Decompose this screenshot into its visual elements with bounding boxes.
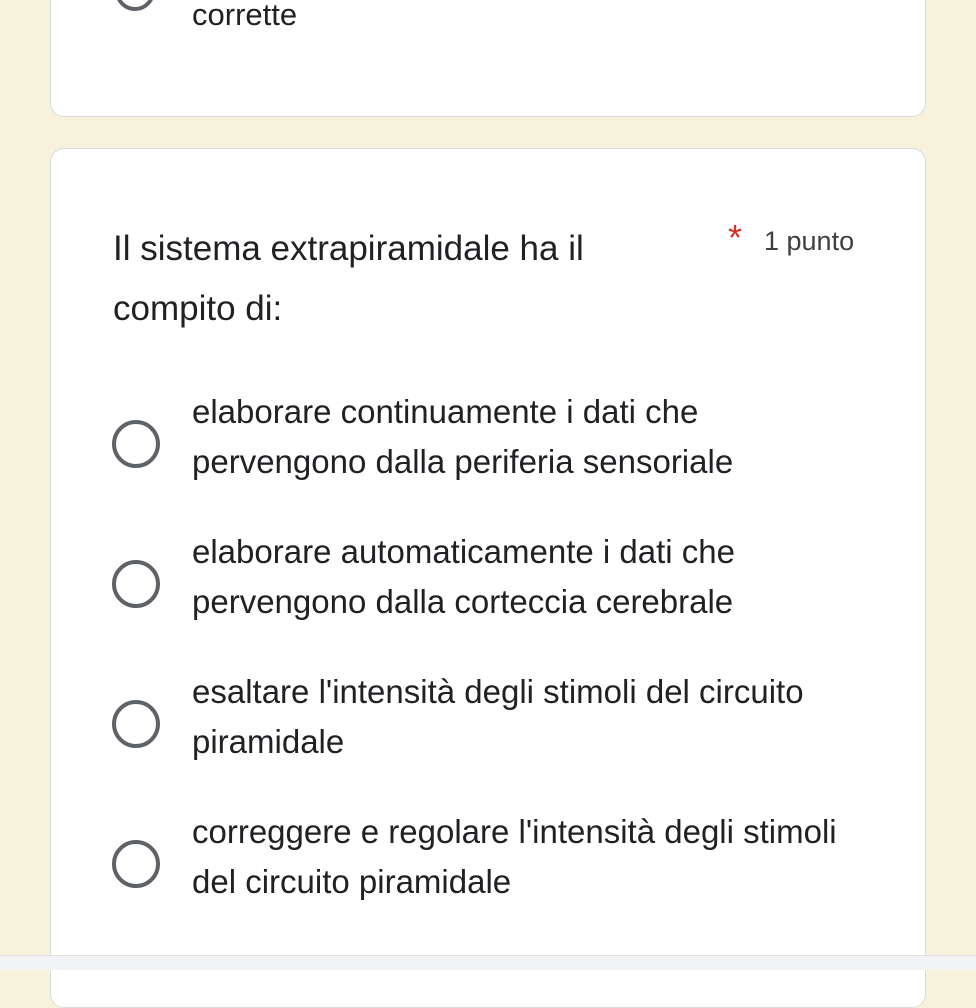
radio-button[interactable] — [112, 560, 160, 608]
points-label: 1 punto — [764, 226, 855, 256]
radio-button[interactable] — [112, 700, 160, 748]
option-3[interactable] — [109, 667, 869, 777]
previous-option-radio[interactable] — [115, 0, 155, 11]
previous-option-label: corrette — [192, 0, 298, 32]
option-label: correggere e regolare l'intensità degli stimoli del circuito piramidale — [192, 813, 837, 900]
question-card — [50, 148, 926, 1008]
radio-button[interactable] — [112, 420, 160, 468]
option-label: elaborare continuamente i dati che pervengono dalla periferia sensoriale — [192, 393, 734, 480]
bottom-strip — [0, 955, 976, 970]
previous-question-card — [50, 0, 926, 117]
option-label: esaltare l'intensità degli stimoli del circuito piramidale — [192, 673, 804, 760]
option-label: elaborare automaticamente i dati che pervengono dalla corteccia cerebrale — [192, 533, 735, 620]
option-1[interactable] — [109, 387, 869, 497]
option-2[interactable] — [109, 527, 869, 637]
option-4[interactable] — [109, 807, 869, 917]
required-star: * — [728, 217, 743, 258]
question-title: Il sistema extrapiramidale ha il compito di: — [113, 229, 584, 328]
radio-button[interactable] — [112, 840, 160, 888]
